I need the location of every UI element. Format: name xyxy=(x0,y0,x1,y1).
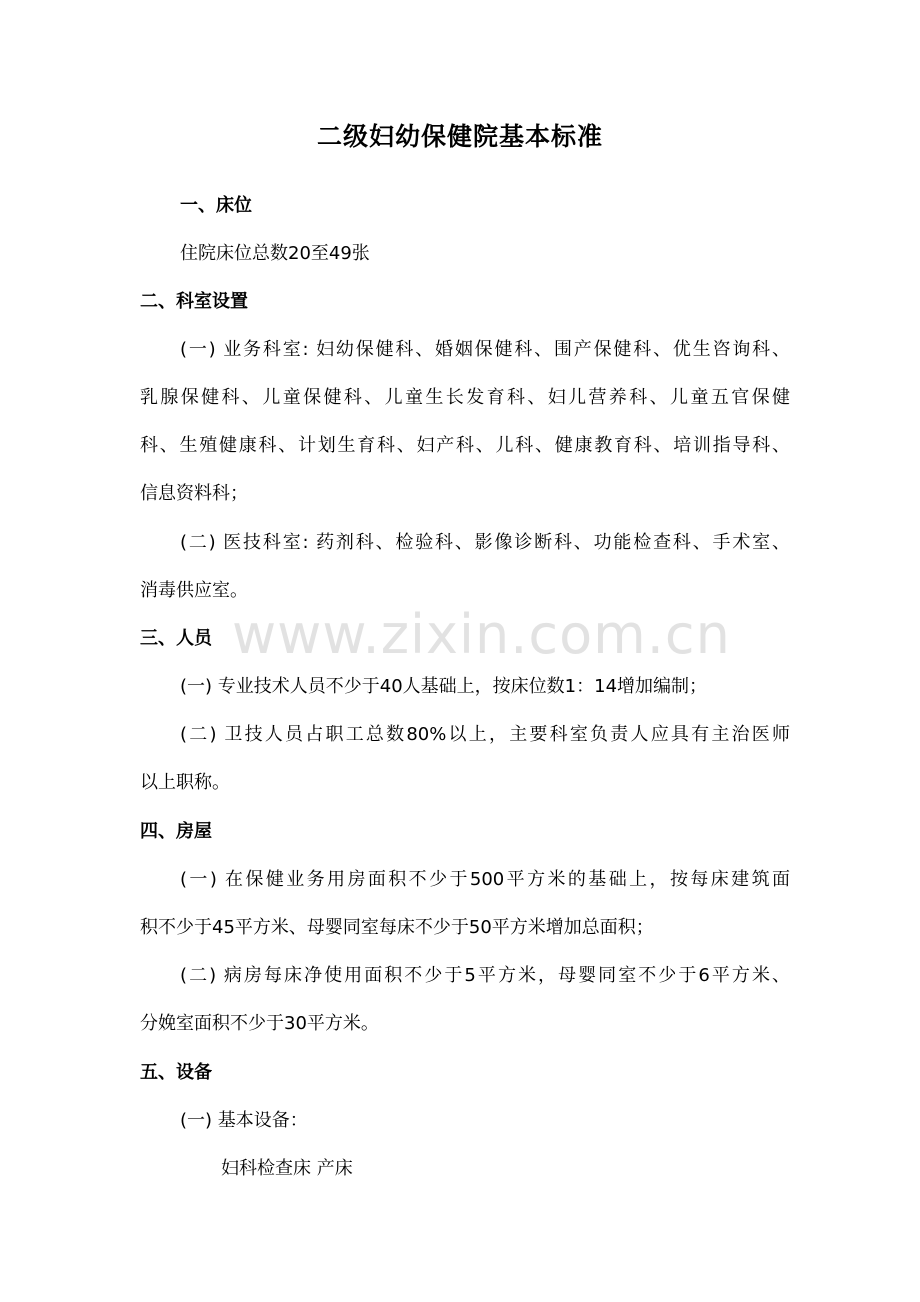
paragraph-line: (一) 专业技术人员不少于40人基础上，按床位数1：14增加编制； xyxy=(180,676,708,697)
paragraph-line: (一) 在保健业务用房面积不少于500平方米的基础上，按每床建筑面 xyxy=(180,869,790,890)
paragraph-line: (二) 医技科室: 药剂科、检验科、影像诊断科、功能检查科、手术室、 xyxy=(180,532,790,553)
watermark-text: www.zixin.com.cn xyxy=(232,603,731,666)
section-heading-staff: 三、人员 xyxy=(140,628,212,649)
paragraph-line: 信息资料科； xyxy=(140,483,248,504)
paragraph-line: (二) 卫技人员占职工总数80%以上，主要科室负责人应具有主治医师 xyxy=(180,724,790,745)
paragraph-line: 科、生殖健康科、计划生育科、妇产科、儿科、健康教育科、培训指导科、 xyxy=(140,435,790,456)
paragraph-line: (一) 基本设备： xyxy=(180,1110,308,1131)
document-title: 二级妇幼保健院基本标准 xyxy=(316,122,603,151)
paragraph-line: 积不少于45平方米、母婴同室每床不少于50平方米增加总面积； xyxy=(140,917,654,938)
paragraph-line: 住院床位总数20至49张 xyxy=(180,243,370,264)
paragraph-line: 妇科检查床 产床 xyxy=(221,1158,353,1179)
paragraph-line: 乳腺保健科、儿童保健科、儿童生长发育科、妇儿营养科、儿童五官保健 xyxy=(140,387,790,408)
section-heading-housing: 四、房屋 xyxy=(140,821,212,842)
section-heading-departments: 二、科室设置 xyxy=(140,291,248,312)
paragraph-line: 以上职称。 xyxy=(140,772,230,793)
paragraph-line: (一) 业务科室: 妇幼保健科、婚姻保健科、围产保健科、优生咨询科、 xyxy=(180,339,790,360)
paragraph-line: 消毒供应室。 xyxy=(140,580,248,601)
paragraph-line: 分娩室面积不少于30平方米。 xyxy=(140,1013,379,1034)
section-heading-equipment: 五、设备 xyxy=(140,1062,212,1083)
section-heading-beds: 一、床位 xyxy=(180,195,252,216)
paragraph-line: (二) 病房每床净使用面积不少于5平方米，母婴同室不少于6平方米、 xyxy=(180,965,790,986)
